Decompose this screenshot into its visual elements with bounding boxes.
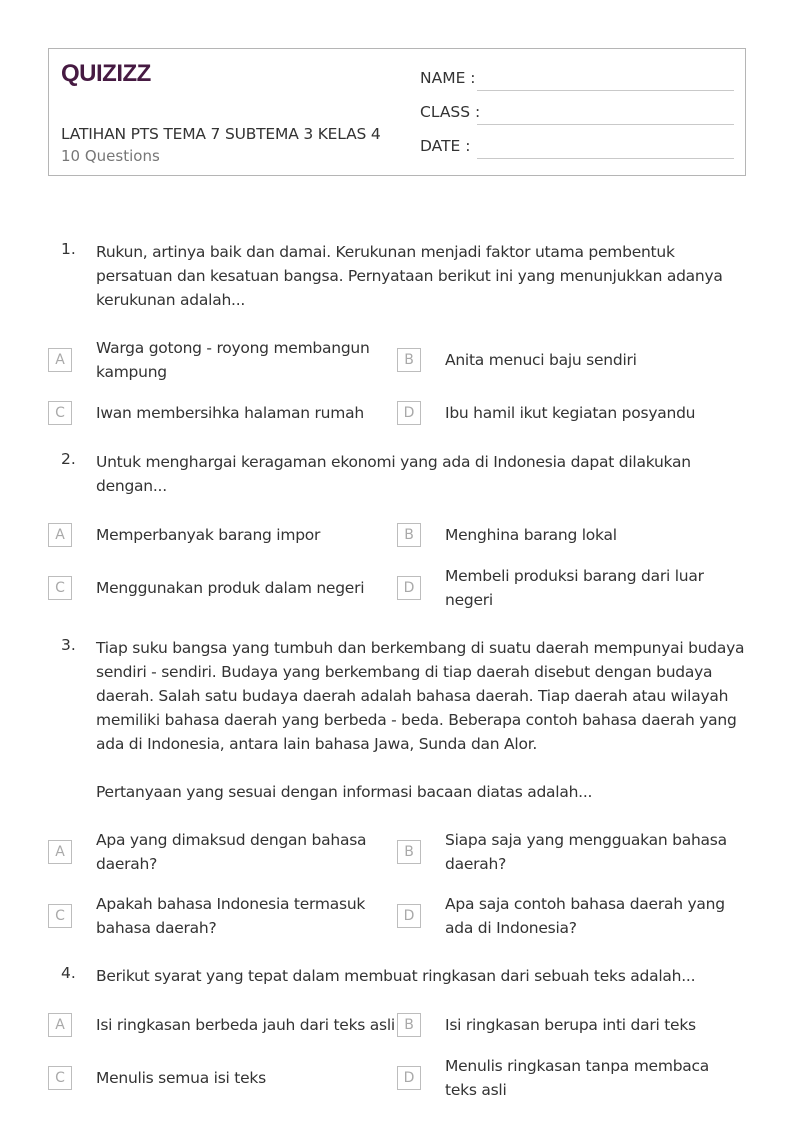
question-2-text: [96, 450, 751, 498]
option-letter-box: D: [397, 401, 421, 425]
option-text: Apa yang dimaksud dengan bahasa daerah?: [96, 831, 367, 873]
option-text: Apakah bahasa Indonesia termasuk bahasa daerah?: [96, 895, 366, 937]
class-label: CLASS :: [420, 103, 481, 121]
date-field[interactable]: [420, 137, 734, 159]
option-text: Membeli produksi barang dari luar negeri: [445, 567, 704, 609]
question-3-prompt: Pertanyaan yang sesuai dengan informasi bacaan diatas adalah...: [96, 783, 593, 801]
date-line[interactable]: [477, 158, 734, 159]
option-letter-box: C: [48, 904, 72, 928]
option-text: Menggunakan produk dalam negeri: [96, 579, 365, 597]
option-letter-box: C: [48, 1066, 72, 1090]
option-letter-box: C: [48, 576, 72, 600]
option-text: Apa saja contoh bahasa daerah yang ada di Indonesia?: [445, 895, 725, 937]
name-label: NAME :: [420, 69, 476, 87]
option-letter-box: B: [397, 1013, 421, 1037]
option-text: Iwan membersihka halaman rumah: [96, 404, 364, 422]
option-text: Warga gotong - royong membangun kampung: [96, 339, 370, 381]
svg-text:QUIZIZZ: QUIZIZZ: [61, 60, 151, 87]
question-4-number: 4.: [61, 964, 76, 982]
question-4-text: [96, 964, 751, 988]
option-letter-box: B: [397, 523, 421, 547]
worksheet-header: [48, 48, 746, 176]
question-2-paragraph: Untuk menghargai keragaman ekonomi yang ada di Indonesia dapat dilakukan dengan...: [96, 453, 691, 495]
question-1-paragraph: Rukun, artinya baik dan damai. Kerukunan menjadi faktor utama pembentuk persatuan dan kesatuan bangsa. Pernyataan berikut ini yang menunjukkan adanya kerukunan adalah...: [96, 243, 723, 309]
question-3-paragraph: Tiap suku bangsa yang tumbuh dan berkembang di suatu daerah mempunyai budaya sendiri - sendiri. Budaya yang berkembang di tiap daerah disebut dengan budaya daerah. Salah satu budaya daerah adalah bahasa daerah. Tiap daerah atau wilayah memiliki bahasa daerah yang berbeda - beda. Beberapa contoh bahasa daerah yang ada di Indonesia, antara lain bahasa Jawa, Sunda dan Alor.: [96, 639, 745, 753]
question-4-paragraph: Berikut syarat yang tepat dalam membuat ringkasan dari sebuah teks adalah...: [96, 967, 696, 985]
question-1-number: 1.: [61, 240, 76, 258]
option-text: Menghina barang lokal: [445, 526, 617, 544]
question-1-text: [96, 240, 751, 312]
class-line[interactable]: [477, 124, 734, 125]
name-field[interactable]: [420, 69, 734, 91]
option-letter-box: D: [397, 1066, 421, 1090]
option-letter-box: D: [397, 576, 421, 600]
option-text: Menulis ringkasan tanpa membaca teks asli: [445, 1057, 710, 1099]
option-text: Anita menuci baju sendiri: [445, 351, 637, 369]
name-line[interactable]: [477, 90, 734, 91]
question-2-number: 2.: [61, 450, 76, 468]
option-letter-box: A: [48, 1013, 72, 1037]
class-field[interactable]: [420, 103, 734, 125]
option-text: Menulis semua isi teks: [96, 1069, 266, 1087]
question-count: 10 Questions: [61, 147, 160, 165]
option-letter-box: A: [48, 523, 72, 547]
option-text: Ibu hamil ikut kegiatan posyandu: [445, 404, 696, 422]
option-letter-box: C: [48, 401, 72, 425]
option-letter-box: D: [397, 904, 421, 928]
option-letter-box: A: [48, 348, 72, 372]
option-letter-box: A: [48, 840, 72, 864]
quizizz-logo: [61, 59, 153, 87]
date-label: DATE :: [420, 137, 471, 155]
worksheet-title: LATIHAN PTS TEMA 7 SUBTEMA 3 KELAS 4: [61, 125, 381, 143]
question-3-text: [96, 636, 751, 804]
option-text: Siapa saja yang mengguakan bahasa daerah?: [445, 831, 727, 873]
quizizz-logo-mark: [61, 59, 153, 87]
option-letter-box: B: [397, 840, 421, 864]
option-letter-box: B: [397, 348, 421, 372]
question-3-number: 3.: [61, 636, 76, 654]
option-text: Isi ringkasan berbeda jauh dari teks asli: [96, 1016, 395, 1034]
option-text: Memperbanyak barang impor: [96, 526, 321, 544]
option-text: Isi ringkasan berupa inti dari teks: [445, 1016, 696, 1034]
